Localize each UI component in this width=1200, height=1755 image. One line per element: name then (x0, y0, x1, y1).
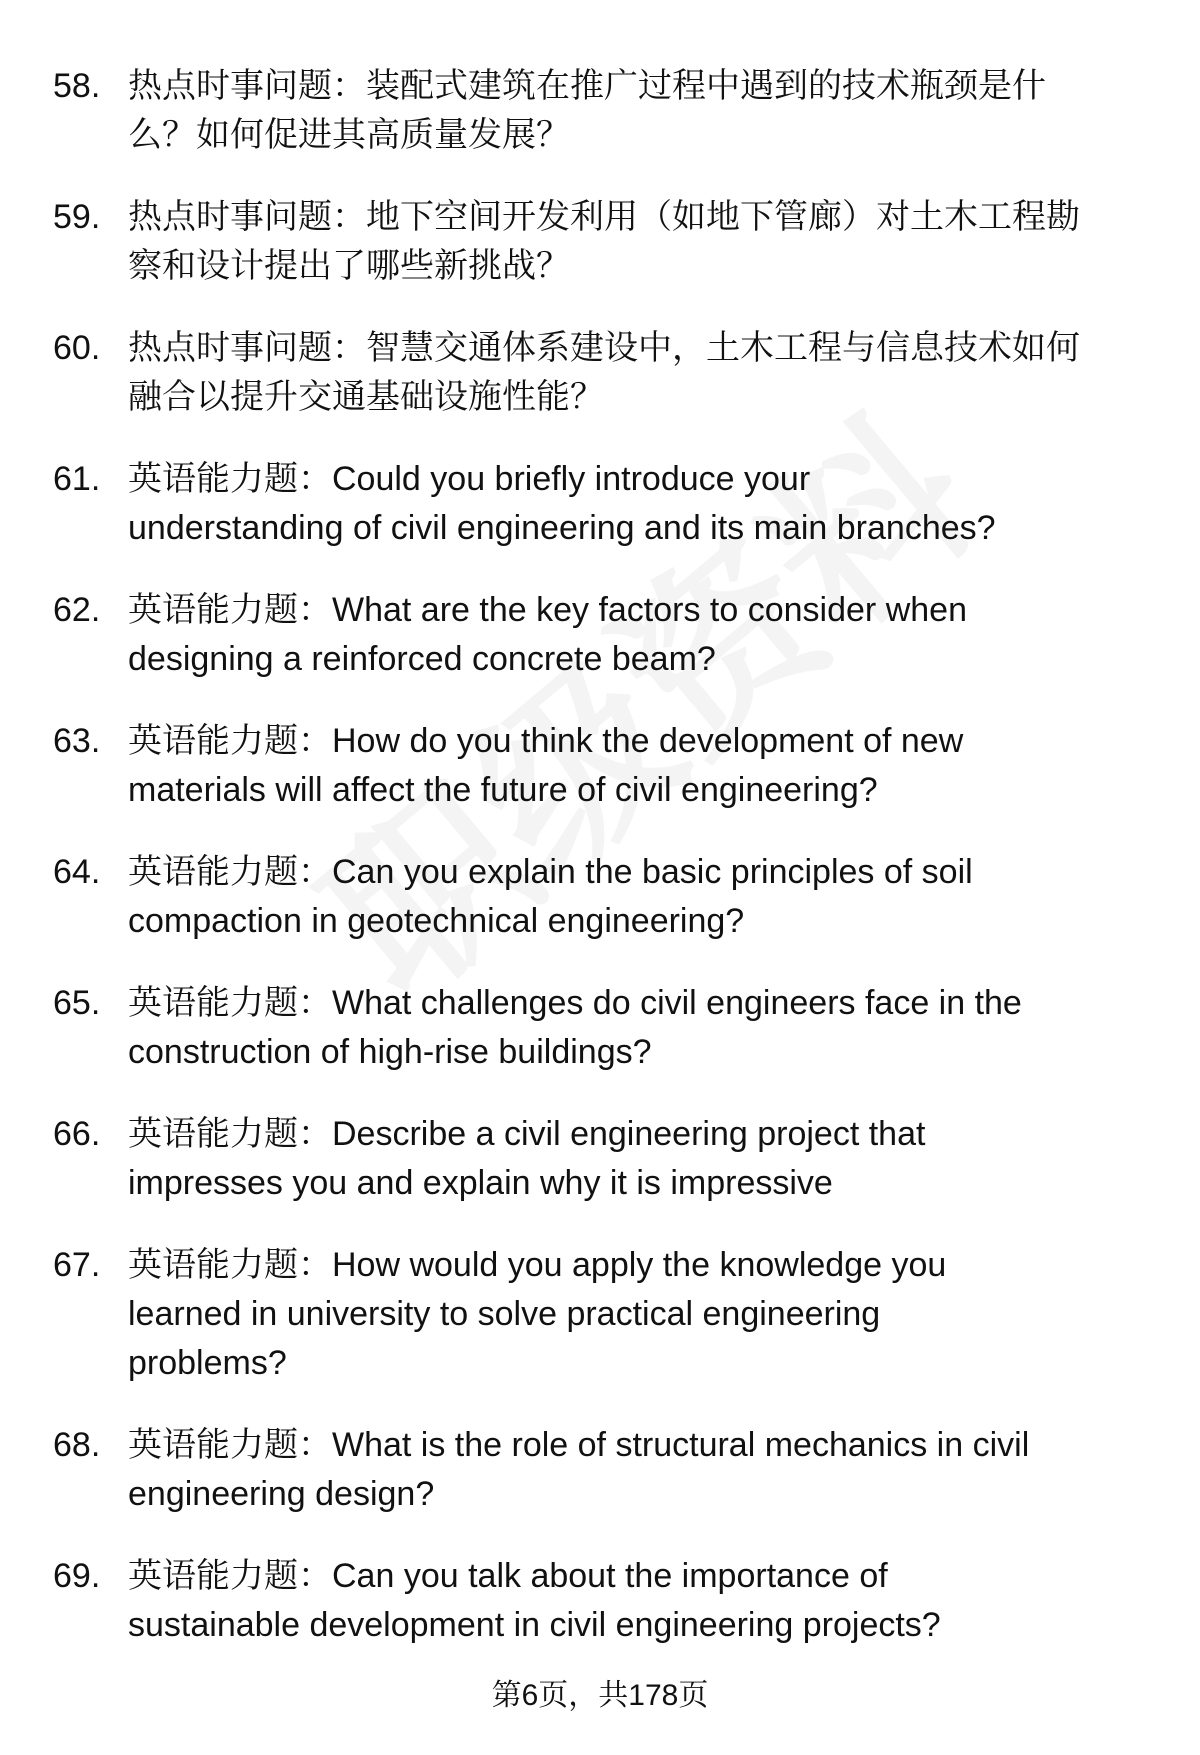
question-item (0, 1421, 1200, 1519)
question-number: 67. (53, 1246, 101, 1284)
question-line: 英语能力题：What is the role of structural mechanics in civil (128, 1426, 1030, 1464)
question-line: construction of high-rise buildings? (128, 1033, 652, 1071)
question-line: impresses you and explain why it is impressive (128, 1164, 833, 1202)
question-number: 69. (53, 1557, 101, 1595)
question-number: 65. (53, 984, 101, 1022)
question-item (0, 848, 1200, 946)
question-line: sustainable development in civil engineering projects? (128, 1606, 941, 1644)
question-line: problems? (128, 1344, 287, 1382)
question-item (0, 455, 1200, 553)
question-number: 64. (53, 853, 101, 891)
question-line: compaction in geotechnical engineering? (128, 902, 745, 940)
question-number: 68. (53, 1426, 101, 1464)
question-line: learned in university to solve practical engineering (128, 1295, 881, 1333)
question-number: 60. (53, 329, 101, 367)
question-line: 英语能力题：How would you apply the knowledge you (128, 1246, 947, 1284)
question-line: materials will affect the future of civil engineering? (128, 771, 878, 809)
question-line: 热点时事问题：地下空间开发利用（如地下管廊）对土木工程勘 (128, 198, 1080, 236)
question-text (128, 193, 1200, 291)
question-text (128, 848, 1200, 946)
question-item (0, 193, 1200, 291)
question-number: 66. (53, 1115, 101, 1153)
question-line: 热点时事问题：装配式建筑在推广过程中遇到的技术瓶颈是什 (128, 67, 1046, 105)
question-number: 62. (53, 591, 101, 629)
question-line: 融合以提升交通基础设施性能？ (128, 378, 604, 416)
question-text (128, 979, 1200, 1077)
question-item (0, 1241, 1200, 1388)
question-text (128, 1421, 1200, 1519)
question-line: 英语能力题：What are the key factors to consider when (128, 591, 967, 629)
question-text (128, 1241, 1200, 1388)
question-text (128, 1110, 1200, 1208)
question-line: designing a reinforced concrete beam? (128, 640, 716, 678)
question-line: 么？如何促进其高质量发展？ (128, 116, 570, 154)
question-number: 61. (53, 460, 101, 498)
question-number: 58. (53, 67, 101, 105)
question-item (0, 1110, 1200, 1208)
question-text (128, 1552, 1200, 1650)
question-line: 察和设计提出了哪些新挑战？ (128, 247, 570, 285)
question-text (128, 586, 1200, 684)
question-line: 英语能力题：Describe a civil engineering project that (128, 1115, 926, 1153)
question-text (128, 324, 1200, 422)
question-item (0, 324, 1200, 422)
question-text (128, 455, 1200, 553)
question-line: understanding of civil engineering and its main branches? (128, 509, 996, 547)
question-line: 英语能力题：Can you explain the basic principles of soil (128, 853, 973, 891)
question-text (128, 62, 1200, 160)
question-item (0, 62, 1200, 160)
question-item (0, 717, 1200, 815)
question-line: 英语能力题：What challenges do civil engineers face in the (128, 984, 1022, 1022)
question-item (0, 1552, 1200, 1650)
question-number: 59. (53, 198, 101, 236)
question-line: 英语能力题：Can you talk about the importance of (128, 1557, 888, 1595)
question-line: engineering design? (128, 1475, 435, 1513)
question-line: 热点时事问题：智慧交通体系建设中，土木工程与信息技术如何 (128, 329, 1080, 367)
question-number: 63. (53, 722, 101, 760)
question-text (128, 717, 1200, 815)
question-list (0, 62, 1200, 1683)
page-footer: 第6页，共178页 (491, 1679, 709, 1712)
question-item (0, 586, 1200, 684)
question-line: 英语能力题：How do you think the development of new (128, 722, 964, 760)
question-line: 英语能力题：Could you briefly introduce your (128, 460, 811, 498)
question-item (0, 979, 1200, 1077)
